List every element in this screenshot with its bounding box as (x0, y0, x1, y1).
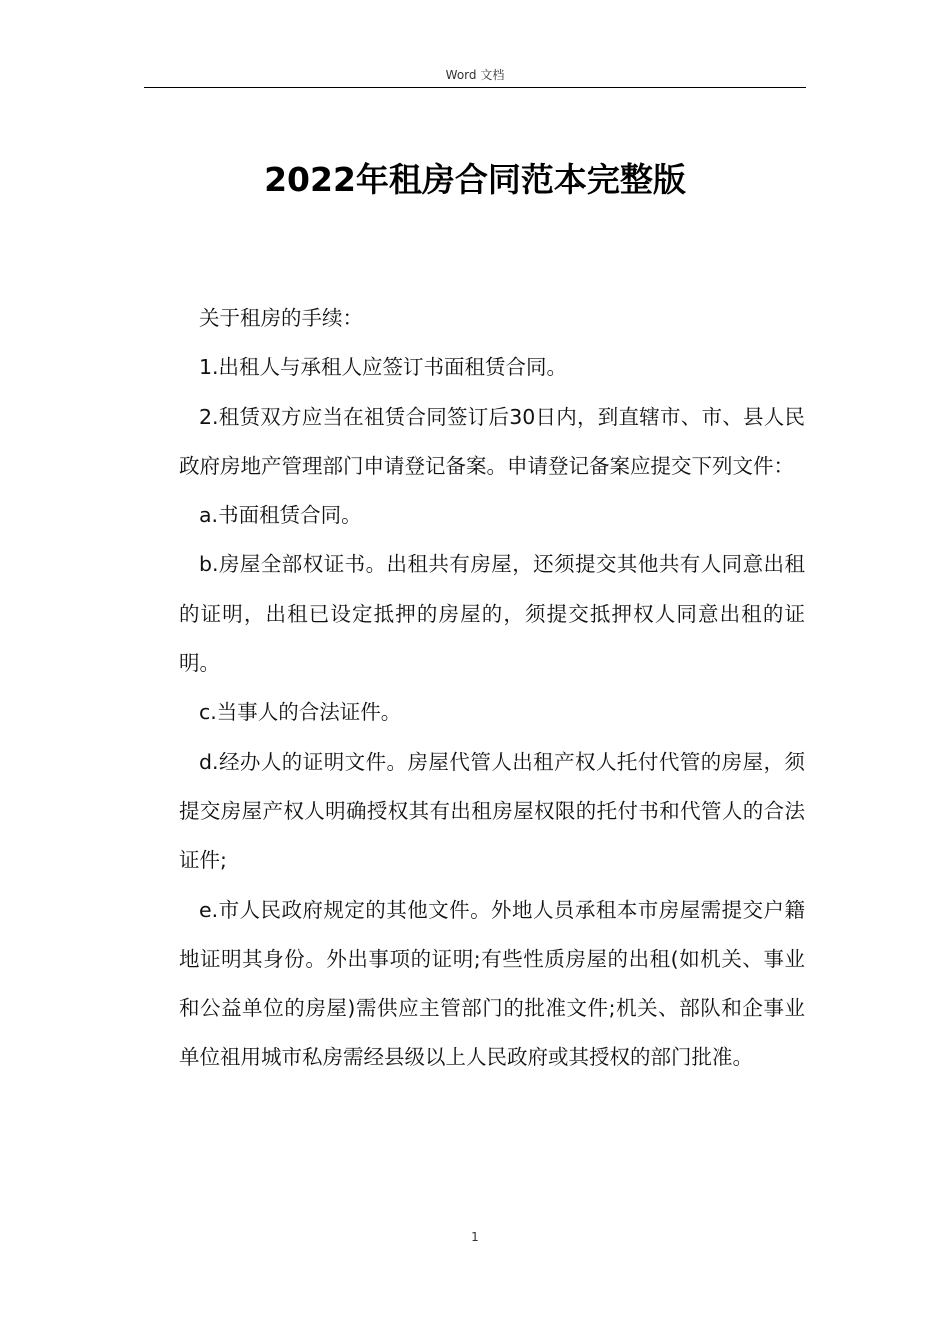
paragraph-item-d: d.经办人的证明文件。房屋代管人出租产权人托付代管的房屋，须提交房屋产权人明确授权其有出租房屋权限的托付书和代管人的合法证件; (179, 749, 805, 873)
page-header-label: Word 文档 (445, 68, 505, 82)
paragraph-item-c: c.当事人的合法证件。 (199, 700, 402, 725)
document-title: 2022年租房合同范本完整版 (264, 160, 686, 199)
paragraph-item-e: e.市人民政府规定的其他文件。外地人员承租本市房屋需提交户籍地证明其身份。外出事项的证明;有些性质房屋的出租(如机关、事业和公益单位的房屋)需供应主管部门的批准文件;机关、部队和企事业单位祖用城市私房需经县级以上人民政府或其授权的部门批准。 (179, 897, 805, 1070)
paragraph-item-1: 1.出租人与承租人应签订书面租赁合同。 (199, 355, 568, 380)
paragraph-item-a: a.书面租赁合同。 (199, 503, 362, 528)
page-number: 1 (471, 1230, 479, 1244)
paragraph-intro: 关于租房的手续： (199, 306, 363, 330)
document-body (179, 294, 805, 1083)
paragraph-item-b: b.房屋全部权证书。出租共有房屋，还须提交其他共有人同意出租的证明，出租已设定抵押的房屋的，须提交抵押权人同意出租的证明。 (179, 552, 805, 676)
paragraph-item-2: 2.租赁双方应当在祖赁合同签订后30日内，到直辖市、市、县人民政府房地产管理部门申请登记备案。申请登记备案应提交下列文件： (179, 404, 805, 478)
header-divider (144, 87, 806, 88)
